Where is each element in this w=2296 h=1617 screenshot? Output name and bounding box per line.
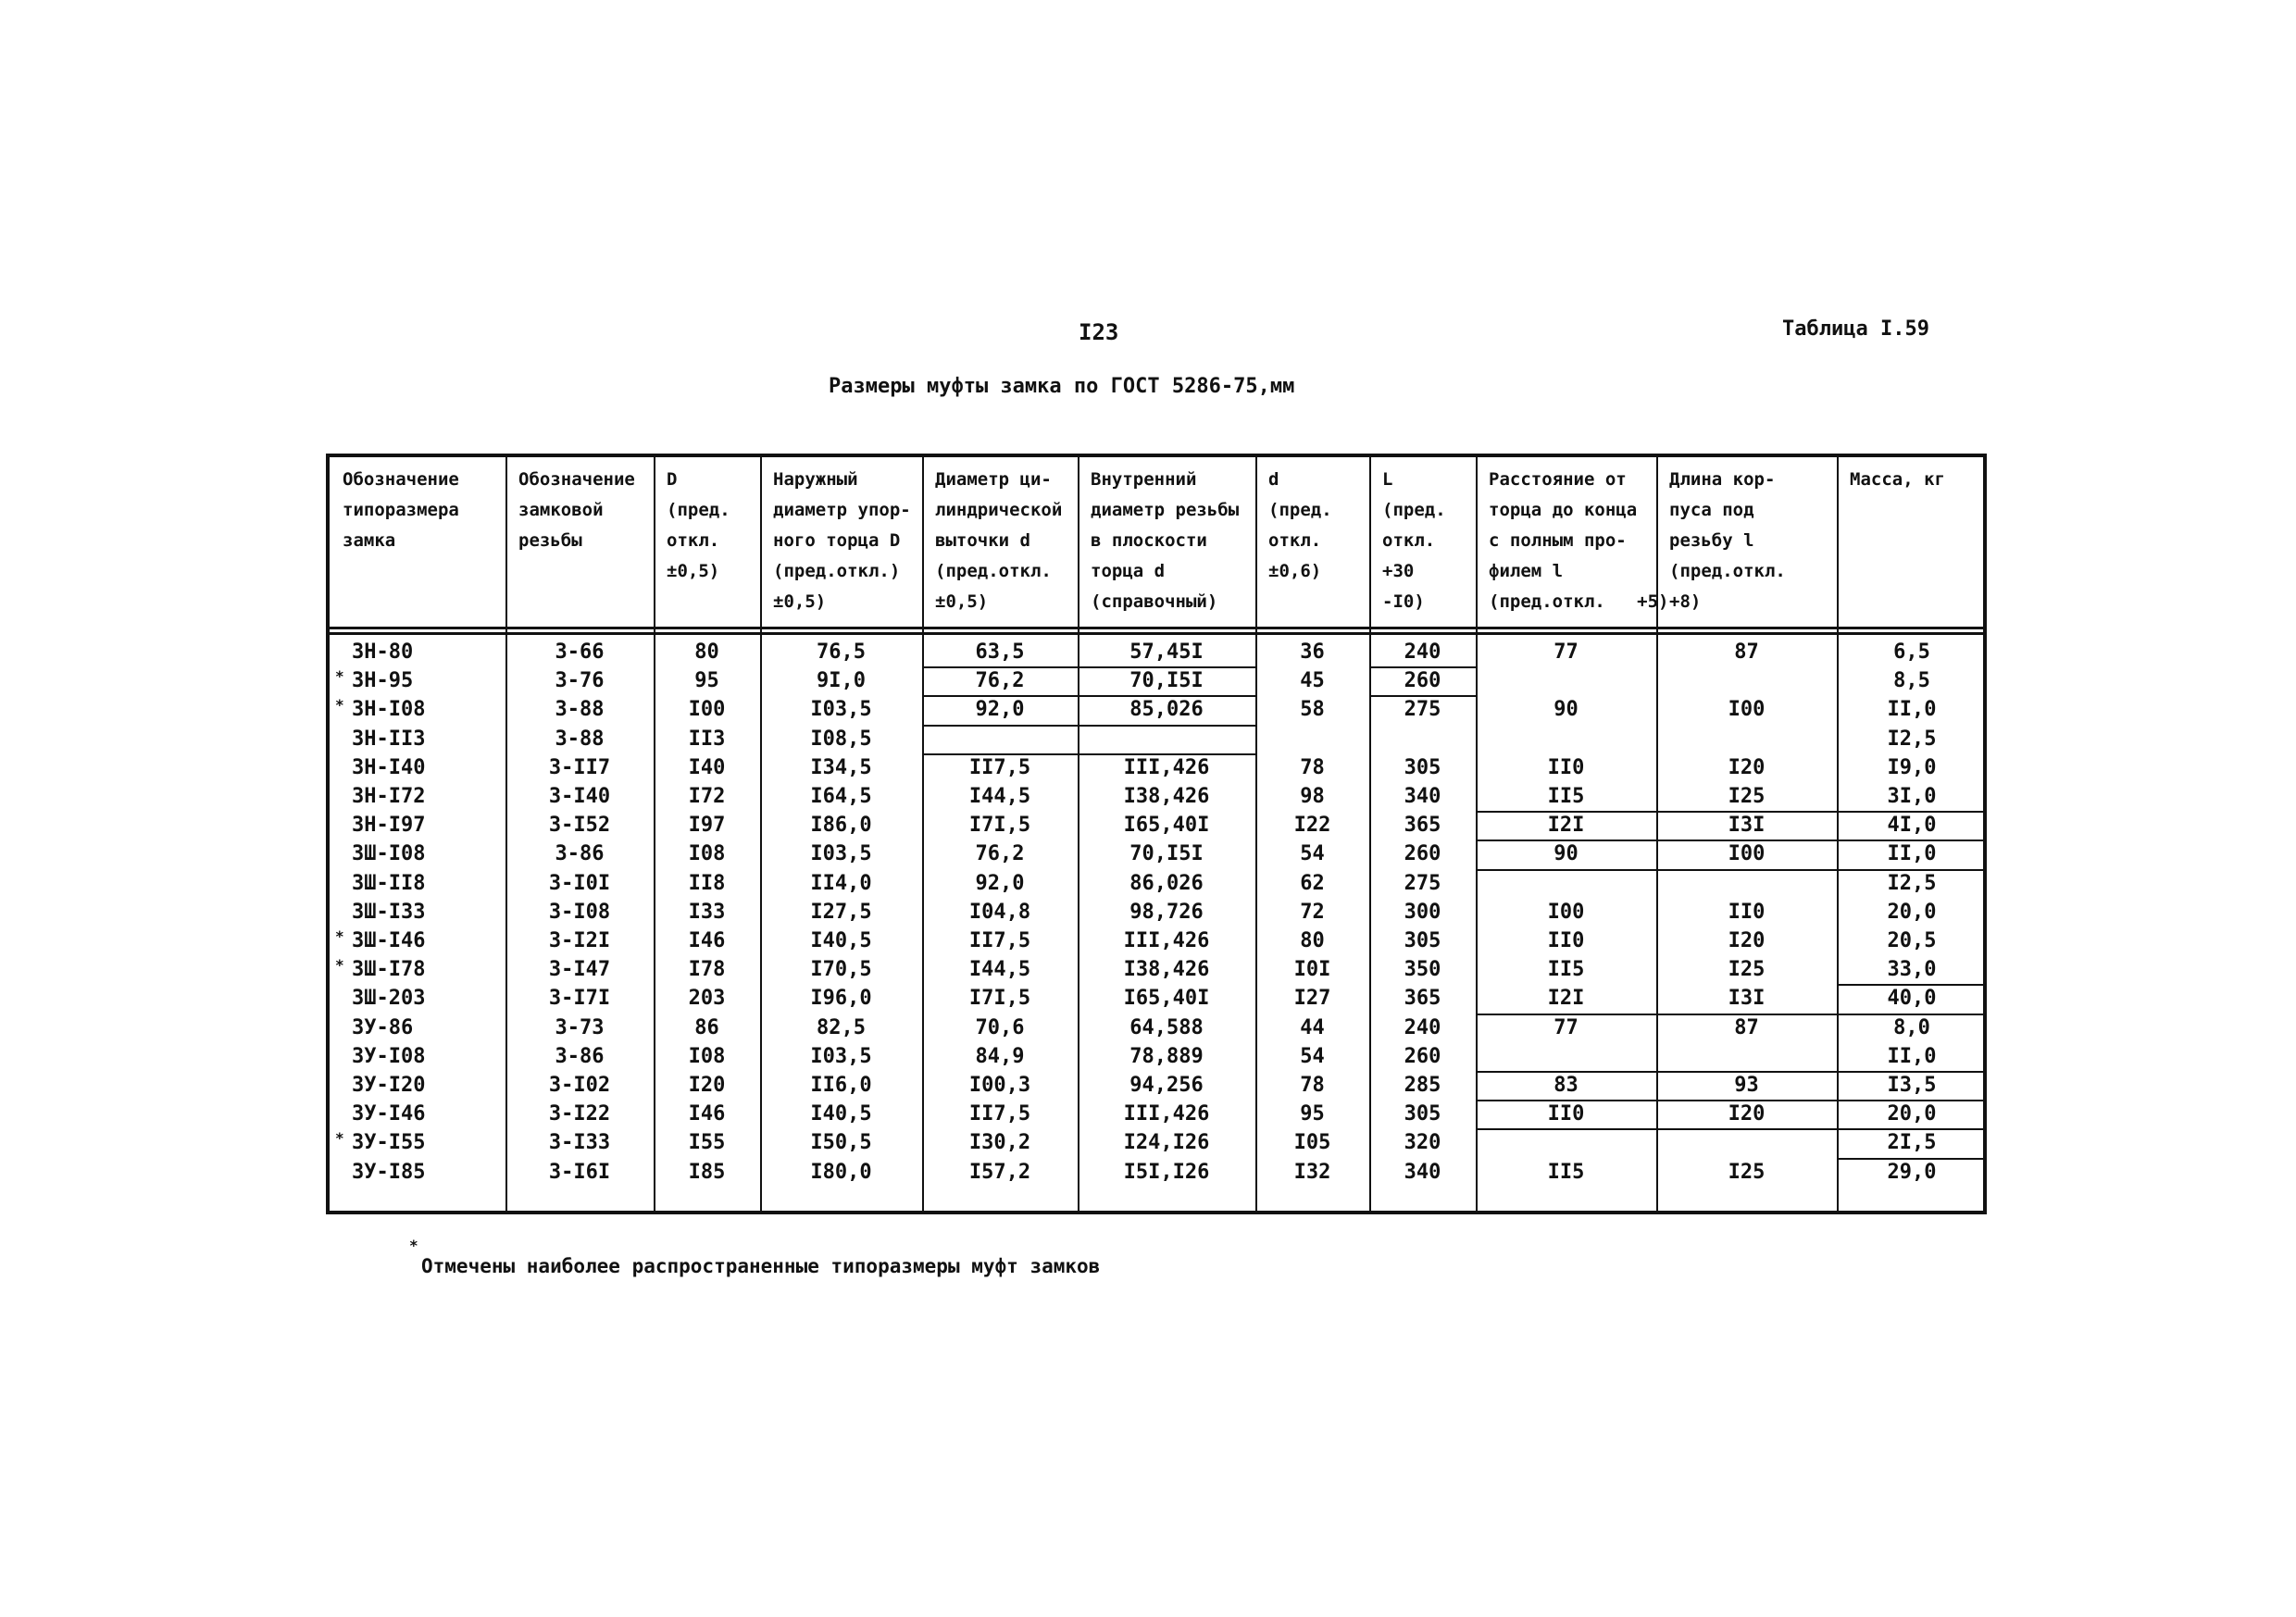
table-cell: З-I33 — [548, 1131, 611, 1155]
table-cell: 98 — [1300, 785, 1325, 808]
table-cell: ЗН-II3 — [352, 727, 426, 751]
table-cell: 340 — [1404, 1160, 1441, 1184]
table-cell: I7I,5 — [968, 987, 1031, 1011]
table-cell: 70,6 — [975, 1015, 1025, 1039]
table-cell: I46 — [688, 929, 726, 952]
table-cell: I00 — [688, 698, 726, 722]
group-separator — [1837, 984, 1987, 986]
table-cell: I65,40I — [1123, 987, 1210, 1011]
table-cell: 86,026 — [1129, 871, 1204, 895]
table-cell: ЗШ-II8 — [352, 871, 426, 895]
table-cell: II,0 — [1887, 1044, 1937, 1068]
table-cell: II5 — [1547, 1160, 1585, 1184]
table-cell: 80 — [694, 641, 719, 664]
table-cell: 40,0 — [1887, 987, 1937, 1011]
table-cell: II8 — [688, 871, 726, 895]
table-cell: 78 — [1300, 755, 1325, 779]
table-cell: I40,5 — [810, 929, 872, 952]
table-cell: II0 — [1547, 1102, 1585, 1126]
table-cell: 63,5 — [975, 641, 1025, 664]
table-cell: 2I,5 — [1887, 1131, 1937, 1155]
table-cell: III,426 — [1123, 929, 1210, 952]
page-number: I23 — [1079, 319, 1119, 345]
group-separator — [922, 666, 1255, 668]
table-cell: I25 — [1728, 1160, 1766, 1184]
table-cell: I05 — [1293, 1131, 1331, 1155]
table-cell: ЗШ-I78 — [352, 958, 426, 982]
table-caption: Таблица I.59 — [1782, 317, 1929, 341]
table-cell: 260 — [1404, 1044, 1441, 1068]
table-cell: I46 — [688, 1102, 726, 1126]
table-cell: I38,426 — [1123, 785, 1210, 808]
table-cell: З-73 — [555, 1015, 605, 1039]
table-cell: I40,5 — [810, 1102, 872, 1126]
common-size-mark: * — [335, 927, 344, 945]
common-size-mark: * — [335, 956, 344, 975]
table-cell: I22 — [1293, 814, 1331, 838]
table-cell: ЗУ-I85 — [352, 1160, 426, 1184]
table-cell: 77 — [1554, 641, 1578, 664]
table-cell: I86,0 — [810, 814, 872, 838]
table-cell: II3 — [688, 727, 726, 751]
table-cell: 64,588 — [1129, 1015, 1204, 1039]
footnote: Отмечены наиболее распространенные типоразмеры муфт замков — [421, 1255, 1101, 1277]
table-cell: 20,0 — [1887, 900, 1937, 924]
group-separator — [1369, 695, 1476, 697]
table-cell: 3I,0 — [1887, 785, 1937, 808]
table-cell: I20 — [1728, 1102, 1766, 1126]
table-cell: 240 — [1404, 641, 1441, 664]
table-cell: 320 — [1404, 1131, 1441, 1155]
table-cell: I44,5 — [968, 785, 1031, 808]
table-cell: ЗН-I97 — [352, 814, 426, 838]
table-cell: II4,0 — [810, 871, 872, 895]
table-cell: I80,0 — [810, 1160, 872, 1184]
table-cell: I27,5 — [810, 900, 872, 924]
table-cell: 77 — [1554, 1015, 1578, 1039]
group-separator — [1369, 666, 1476, 668]
group-separator — [1837, 1158, 1987, 1160]
table-cell: II5 — [1547, 785, 1585, 808]
table-cell: I08,5 — [810, 727, 872, 751]
table-cell: 33,0 — [1887, 958, 1937, 982]
table-cell: 275 — [1404, 698, 1441, 722]
table-cell: I00 — [1728, 842, 1766, 866]
table-cell: II7,5 — [968, 1102, 1031, 1126]
header-separator — [330, 627, 1983, 629]
table-cell: 300 — [1404, 900, 1441, 924]
table-cell: 95 — [1300, 1102, 1325, 1126]
table-cell: 87 — [1734, 641, 1759, 664]
table-cell: I20 — [1728, 755, 1766, 779]
table-cell: III,426 — [1123, 1102, 1210, 1126]
table-cell: 92,0 — [975, 871, 1025, 895]
table-cell: I65,40I — [1123, 814, 1210, 838]
table-cell: I25 — [1728, 958, 1766, 982]
table-cell: 285 — [1404, 1074, 1441, 1097]
table-cell: I00 — [1547, 900, 1585, 924]
table-cell: З-66 — [555, 641, 605, 664]
table-cell: 87 — [1734, 1015, 1759, 1039]
table-cell: 80 — [1300, 929, 1325, 952]
group-separator — [922, 695, 1255, 697]
table-cell: I24,I26 — [1123, 1131, 1210, 1155]
table-cell: I08 — [688, 842, 726, 866]
table-cell: 76,2 — [975, 669, 1025, 693]
table-cell: 4I,0 — [1887, 814, 1937, 838]
table-cell: З-I47 — [548, 958, 611, 982]
table-cell: ЗУ-86 — [352, 1015, 414, 1039]
column-header: Масса, кг — [1850, 469, 1945, 490]
table-cell: II,0 — [1887, 698, 1937, 722]
table-cell: 365 — [1404, 987, 1441, 1011]
table-cell: I2I — [1547, 814, 1585, 838]
group-separator — [1476, 1014, 1987, 1015]
table-cell: 70,I5I — [1129, 842, 1204, 866]
table-cell: I72 — [688, 785, 726, 808]
table-cell: З-86 — [555, 842, 605, 866]
table-cell: I3I — [1728, 987, 1766, 1011]
table-cell: III,426 — [1123, 755, 1210, 779]
table-cell: 83 — [1554, 1074, 1578, 1097]
column-header: Обозначение типоразмера замка — [343, 469, 459, 551]
group-separator — [1476, 1100, 1987, 1101]
table-cell: I30,2 — [968, 1131, 1031, 1155]
group-separator — [1476, 840, 1987, 841]
table-cell: I08 — [688, 1044, 726, 1068]
table-cell: З-88 — [555, 698, 605, 722]
table-cell: 95 — [694, 669, 719, 693]
table-cell: ЗН-I08 — [352, 698, 426, 722]
column-header: d (пред. откл. ±0,6) — [1268, 469, 1332, 581]
common-size-mark: * — [335, 667, 344, 686]
table-cell: ЗН-I40 — [352, 755, 426, 779]
table-cell: II0 — [1547, 929, 1585, 952]
table-cell: I3,5 — [1887, 1074, 1937, 1097]
table-cell: 93 — [1734, 1074, 1759, 1097]
table-cell: 20,5 — [1887, 929, 1937, 952]
table-cell: 72 — [1300, 900, 1325, 924]
table-cell: I00 — [1728, 698, 1766, 722]
group-separator — [1476, 811, 1987, 813]
table-cell: 29,0 — [1887, 1160, 1937, 1184]
table-cell: 58 — [1300, 698, 1325, 722]
table-cell: 54 — [1300, 842, 1325, 866]
column-header: Расстояние от торца до конца с полным про- филем l (пред.откл. +5) — [1489, 469, 1669, 612]
table-cell: I00,3 — [968, 1074, 1031, 1097]
table-cell: 20,0 — [1887, 1102, 1937, 1126]
table-cell: З-I2I — [548, 929, 611, 952]
table-cell: I04,8 — [968, 900, 1031, 924]
table-cell: I20 — [1728, 929, 1766, 952]
table-cell: 350 — [1404, 958, 1441, 982]
table-cell: З-I0I — [548, 871, 611, 895]
table-cell: I03,5 — [810, 1044, 872, 1068]
table-cell: ЗН-I72 — [352, 785, 426, 808]
table-cell: 8,5 — [1893, 669, 1930, 693]
table-cell: 82,5 — [817, 1015, 866, 1039]
table-cell: З-I08 — [548, 900, 611, 924]
table-cell: 305 — [1404, 929, 1441, 952]
table-cell: I25 — [1728, 785, 1766, 808]
table-cell: 45 — [1300, 669, 1325, 693]
table-cell: 6,5 — [1893, 641, 1930, 664]
table-cell: З-I02 — [548, 1074, 611, 1097]
table-cell: З-I52 — [548, 814, 611, 838]
footnote-mark: * — [409, 1237, 418, 1254]
table-cell: 275 — [1404, 871, 1441, 895]
column-header: Обозначение замковой резьбы — [518, 469, 635, 551]
table-cell: I20 — [688, 1074, 726, 1097]
table-cell: I44,5 — [968, 958, 1031, 982]
table-cell: I2I — [1547, 987, 1585, 1011]
table-cell: I0I — [1293, 958, 1331, 982]
table-cell: I33 — [688, 900, 726, 924]
table-cell: II5 — [1547, 958, 1585, 982]
table-cell: 260 — [1404, 669, 1441, 693]
table-cell: 340 — [1404, 785, 1441, 808]
table-cell: ЗУ-I20 — [352, 1074, 426, 1097]
table-cell: 78 — [1300, 1074, 1325, 1097]
table-cell: II0 — [1547, 755, 1585, 779]
table-cell: ЗШ-203 — [352, 987, 426, 1011]
table-cell: I78 — [688, 958, 726, 982]
table-cell: ЗШ-I08 — [352, 842, 426, 866]
table-cell: I40 — [688, 755, 726, 779]
table-cell: 203 — [688, 987, 726, 1011]
group-separator — [922, 725, 1255, 727]
table-cell: 62 — [1300, 871, 1325, 895]
table-cell: I2,5 — [1887, 871, 1937, 895]
column-header: Внутренний диаметр резьбы в плоскости торца d (справочный) — [1091, 469, 1240, 612]
table-cell: З-I6I — [548, 1160, 611, 1184]
table-cell: 305 — [1404, 1102, 1441, 1126]
column-header: D (пред. откл. ±0,5) — [667, 469, 730, 581]
table-cell: II6,0 — [810, 1074, 872, 1097]
column-header: L (пред. откл. +30 -I0) — [1382, 469, 1446, 612]
table-cell: I34,5 — [810, 755, 872, 779]
table-cell: З-88 — [555, 727, 605, 751]
table-cell: 44 — [1300, 1015, 1325, 1039]
table-title: Размеры муфты замка по ГОСТ 5286-75,мм — [829, 375, 1295, 398]
table-cell: 92,0 — [975, 698, 1025, 722]
table-cell: 36 — [1300, 641, 1325, 664]
table-cell: I32 — [1293, 1160, 1331, 1184]
table-cell: I96,0 — [810, 987, 872, 1011]
table-cell: 54 — [1300, 1044, 1325, 1068]
table-cell: 98,726 — [1129, 900, 1204, 924]
group-separator — [1476, 1071, 1987, 1073]
table-cell: 57,45I — [1129, 641, 1204, 664]
table-cell: 240 — [1404, 1015, 1441, 1039]
column-header: Диаметр ци- линдрической выточки d (пред.откл. ±0,5) — [935, 469, 1063, 612]
table-cell: 90 — [1554, 698, 1578, 722]
group-separator — [922, 753, 1255, 755]
table-cell: 76,2 — [975, 842, 1025, 866]
table-cell: I7I,5 — [968, 814, 1031, 838]
table-cell: II0 — [1728, 900, 1766, 924]
column-header: Наружный диаметр упор- ного торца D (пред.откл.) ±0,5) — [773, 469, 911, 612]
table-cell: I85 — [688, 1160, 726, 1184]
table-cell: 9I,0 — [817, 669, 866, 693]
table-cell: ЗШ-I33 — [352, 900, 426, 924]
table-cell: I38,426 — [1123, 958, 1210, 982]
table-cell: I57,2 — [968, 1160, 1031, 1184]
table-cell: З-I40 — [548, 785, 611, 808]
table-cell: II7,5 — [968, 929, 1031, 952]
table-cell: I27 — [1293, 987, 1331, 1011]
group-separator — [1476, 1128, 1987, 1130]
table-cell: I03,5 — [810, 698, 872, 722]
table-cell: II,0 — [1887, 842, 1937, 866]
table-cell: 305 — [1404, 755, 1441, 779]
table-cell: 76,5 — [817, 641, 866, 664]
table-cell: I50,5 — [810, 1131, 872, 1155]
table-cell: З-86 — [555, 1044, 605, 1068]
table-cell: I2,5 — [1887, 727, 1937, 751]
table-cell: I97 — [688, 814, 726, 838]
table-cell: I55 — [688, 1131, 726, 1155]
table-cell: З-I7I — [548, 987, 611, 1011]
table-cell: I5I,I26 — [1123, 1160, 1210, 1184]
table-cell: I64,5 — [810, 785, 872, 808]
table-cell: ЗУ-I55 — [352, 1131, 426, 1155]
table-cell: З-I22 — [548, 1102, 611, 1126]
table-cell: 260 — [1404, 842, 1441, 866]
table-cell: ЗН-80 — [352, 641, 414, 664]
table-cell: 365 — [1404, 814, 1441, 838]
column-header: Длина кор- пуса под резьбу l (пред.откл. +8) — [1669, 469, 1786, 612]
table-cell: ЗШ-I46 — [352, 929, 426, 952]
table-cell: II7,5 — [968, 755, 1031, 779]
table-cell: 90 — [1554, 842, 1578, 866]
table-cell: 85,026 — [1129, 698, 1204, 722]
table-cell: 70,I5I — [1129, 669, 1204, 693]
table-cell: 94,256 — [1129, 1074, 1204, 1097]
header-separator — [330, 632, 1983, 635]
dimensions-table — [326, 454, 1987, 1214]
table-cell: ЗУ-I46 — [352, 1102, 426, 1126]
table-cell: 84,9 — [975, 1044, 1025, 1068]
table-cell: ЗН-95 — [352, 669, 414, 693]
table-cell: 86 — [694, 1015, 719, 1039]
common-size-mark: * — [335, 696, 344, 715]
table-cell: ЗУ-I08 — [352, 1044, 426, 1068]
table-cell: З-76 — [555, 669, 605, 693]
table-cell: I03,5 — [810, 842, 872, 866]
table-cell: I9,0 — [1887, 755, 1937, 779]
group-separator — [1476, 869, 1987, 871]
table-cell: 78,889 — [1129, 1044, 1204, 1068]
table-cell: З-II7 — [548, 755, 611, 779]
common-size-mark: * — [335, 1129, 344, 1148]
table-cell: I70,5 — [810, 958, 872, 982]
table-cell: I3I — [1728, 814, 1766, 838]
table-cell: 8,0 — [1893, 1015, 1930, 1039]
